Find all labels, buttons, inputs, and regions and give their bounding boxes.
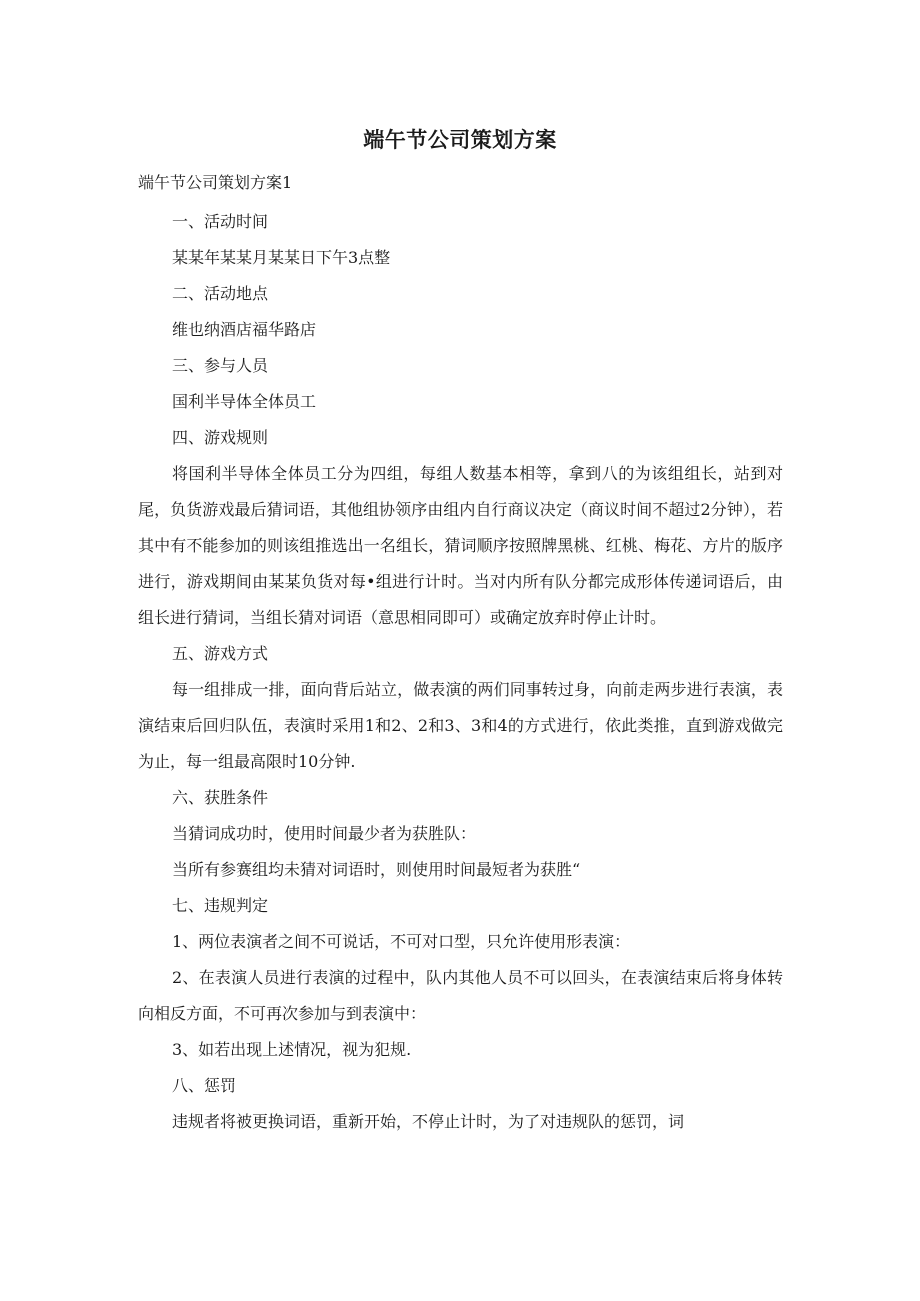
section-heading-method: 五、游戏方式 <box>172 644 269 663</box>
section-heading-win-conditions: 六、获胜条件 <box>172 788 269 807</box>
section-heading-time: 一、活动时间 <box>172 212 269 231</box>
section-heading-penalty: 八、惩罚 <box>172 1076 237 1095</box>
document-body <box>138 204 783 1140</box>
document-subtitle: 端午节公司策划方案1 <box>138 173 293 192</box>
paragraph-location: 维也纳酒店福华路店 <box>172 320 317 339</box>
paragraph-violation-1: 1、两位表演者之间不可说话，不可对口型，只允许使用形表演： <box>172 932 631 951</box>
section-heading-rules: 四、游戏规则 <box>172 428 269 447</box>
paragraph-violation-2: 2、在表演人员进行表演的过程中，队内其他人员不可以回头，在表演结束后将身体转向相反方面，不可再次参加与到表演中： <box>138 968 783 1023</box>
section-heading-violations: 七、违规判定 <box>172 896 269 915</box>
paragraph-penalty: 违规者将被更换词语，重新开始，不停止计时，为了对违规队的惩罚，词 <box>172 1112 685 1131</box>
section-heading-location: 二、活动地点 <box>172 284 269 303</box>
section-heading-participants: 三、参与人员 <box>172 356 269 375</box>
paragraph-time: 某某年某某月某某日下午3点整 <box>172 248 391 267</box>
paragraph-violation-3: 3、如若出现上述情况，视为犯规. <box>172 1040 412 1059</box>
paragraph-win-condition-1: 当猜词成功时，使用时间最少者为获胜队： <box>172 824 477 843</box>
paragraph-participants: 国利半导体全体员工 <box>172 392 317 411</box>
paragraph-win-condition-2: 当所有参赛组均未猜对词语时，则使用时间最短者为获胜“ <box>172 860 581 879</box>
document-title: 端午节公司策划方案 <box>363 128 557 152</box>
paragraph-rules: 将国利半导体全体员工分为四组，每组人数基本相等，拿到八的为该组组长，站到对尾，负货游戏最后猜词语，其他组协领序由组内自行商议决定（商议时间不超过2分钟），若其中有不能参加的则该组推选出一名组长，猜词顺序按照牌黑桃、红桃、梅花、方片的版序进行，游戏期间由某某负货对每•组进行计时。当对内所有队分都完成形体传递词语后，由组长进行猜词，当组长猜对词语（意思相同即可）或确定放弃时停止计时。 <box>138 464 783 627</box>
paragraph-method: 每一组排成一排，面向背后站立，做表演的两们同事转过身，向前走两步进行表演，表演结束后回归队伍，表演时采用1和2、2和3、3和4的方式进行，依此类推，直到游戏做完为止，每一组最高限时10分钟. <box>138 680 783 771</box>
